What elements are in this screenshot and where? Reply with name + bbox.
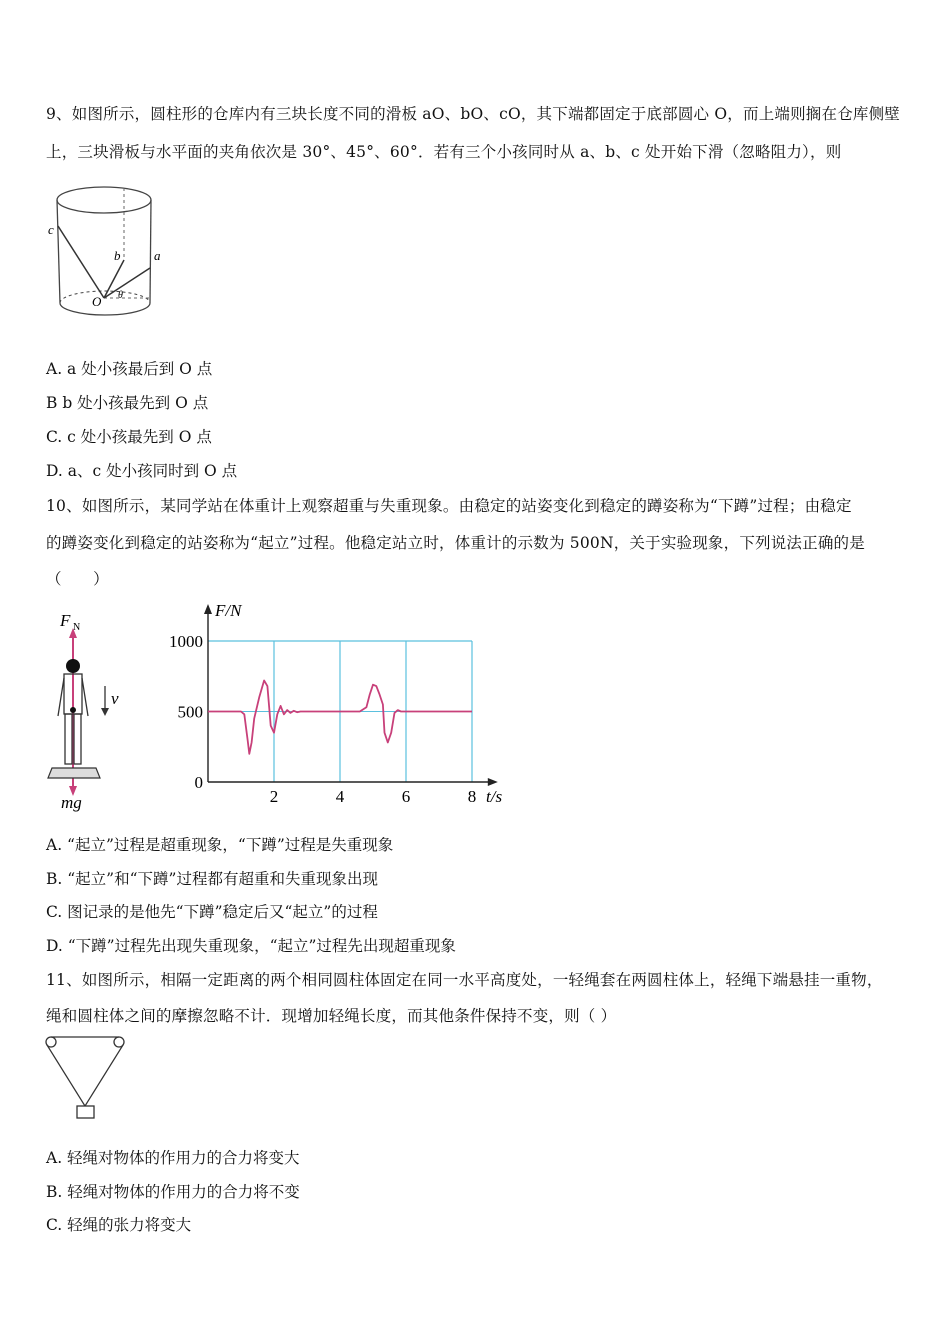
q11-stem-line1: 11、如图所示，相隔一定距离的两个相同圆柱体固定在同一水平高度处，一轻绳套在两圆柱体上，轻绳下端悬挂一重物， bbox=[46, 971, 883, 989]
q9-option-d[interactable]: D. a、c 处小孩同时到 O 点 bbox=[46, 462, 238, 480]
q10-stem-line1: 10、如图所示，某同学站在体重计上观察超重与失重现象。由稳定的站姿变化到稳定的蹲姿称为“下蹲”过程；由稳定 bbox=[46, 497, 852, 515]
q9-option-a[interactable]: A. a 处小孩最后到 O 点 bbox=[46, 360, 213, 378]
label-fn-sub: N bbox=[73, 622, 81, 633]
label-O: O bbox=[92, 294, 102, 309]
chart-xlabel: t/s bbox=[486, 787, 503, 806]
y-tick-label: 500 bbox=[177, 702, 203, 722]
y-axis-arrow bbox=[204, 604, 212, 614]
q11-rope-figure bbox=[44, 1034, 134, 1124]
q9-cylinder-figure bbox=[46, 178, 176, 328]
chart-ylabel: F/N bbox=[215, 601, 242, 620]
x-axis-arrow bbox=[488, 778, 498, 786]
q11-option-c[interactable]: C. 轻绳的张力将变大 bbox=[46, 1216, 192, 1234]
label-v: v bbox=[111, 689, 119, 708]
label-a: a bbox=[154, 248, 161, 263]
label-b: b bbox=[114, 248, 121, 263]
x-tick-label: 2 bbox=[269, 787, 279, 806]
q9-option-b[interactable]: B b 处小孩最先到 O 点 bbox=[46, 394, 209, 412]
x-tick-label: 4 bbox=[335, 787, 345, 806]
q11-stem-line2: 绳和圆柱体之间的摩擦忽略不计．现增加轻绳长度，而其他条件保持不变，则（ ） bbox=[46, 1007, 617, 1025]
label-fn: F bbox=[60, 611, 71, 630]
label-c: c bbox=[48, 222, 54, 237]
y-tick-label: 0 bbox=[194, 773, 203, 792]
q10-option-b[interactable]: B. “起立”和“下蹲”过程都有超重和失重现象出现 bbox=[46, 870, 378, 888]
force-time-chart bbox=[160, 598, 510, 813]
q10-person-figure bbox=[40, 606, 130, 816]
q10-option-a[interactable]: A. “起立”过程是超重现象，“下蹲”过程是失重现象 bbox=[46, 836, 394, 854]
x-tick-label: 8 bbox=[467, 787, 477, 806]
q11-option-b[interactable]: B. 轻绳对物体的作用力的合力将不变 bbox=[46, 1183, 300, 1201]
q10-stem-line3: （ ） bbox=[46, 570, 109, 588]
q9-option-c[interactable]: C. c 处小孩最先到 O 点 bbox=[46, 428, 212, 446]
q11-option-a[interactable]: A. 轻绳对物体的作用力的合力将变大 bbox=[46, 1149, 300, 1167]
label-mg: mg bbox=[61, 793, 82, 812]
x-tick-label: 6 bbox=[401, 787, 411, 806]
q9-stem-line2: 上，三块滑板与水平面的夹角依次是 30°、45°、60°．若有三个小孩同时从 a、b、c 处开始下滑（忽略阻力），则 bbox=[46, 143, 842, 161]
q10-option-c[interactable]: C. 图记录的是他先“下蹲”稳定后又“起立”的过程 bbox=[46, 903, 378, 921]
label-theta: θ bbox=[118, 290, 123, 301]
q9-stem-line1: 9、如图所示，圆柱形的仓库内有三块长度不同的滑板 aO、bO、cO，其下端都固定于底部圆心 O，而上端则搁在仓库侧壁 bbox=[46, 105, 900, 123]
q10-stem-line2: 的蹲姿变化到稳定的站姿称为“起立”过程。他稳定站立时，体重计的示数为 500N，关于实验现象，下列说法正确的是 bbox=[46, 534, 865, 552]
y-tick-label: 1000 bbox=[169, 632, 203, 651]
q10-option-d[interactable]: D. “下蹲”过程先出现失重现象，“起立”过程先出现超重现象 bbox=[46, 937, 456, 955]
